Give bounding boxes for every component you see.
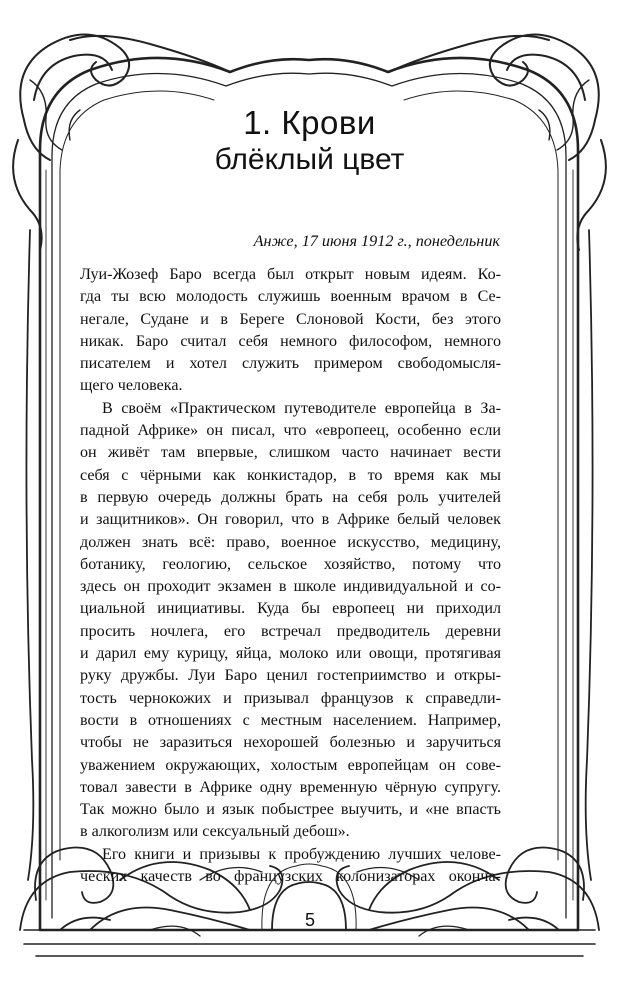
text-line: руку дружбы. Луи Баро ценил гостеприимство и откры- [80,667,501,685]
text-line: в первую очередь должны брать на себя роль учителей [80,488,501,506]
text-line: должен знать всё: право, военное искусство, медицину, [80,533,501,551]
text-line: вости в отношениях с местным населением. Например, [80,711,501,729]
text-line: товал завести в Африке одну временную чёрную супругу. [80,778,501,796]
text-line: просить ночлега, его встречал предводитель деревни [80,622,501,640]
chapter-title-line2: блёклый цвет [214,143,405,176]
body-text [80,264,501,888]
text-line: Луи-Жозеф Баро всегда был открыт новым идеям. Ко- [80,266,501,283]
page-number: 5 [304,910,315,930]
text-line: В своём «Практическом путеводителе европейца в За- [102,399,501,417]
dateline: Анже, 17 июня 1912 г., понедельник [253,232,500,250]
chapter-title-line1: 1. Крови [243,104,376,141]
text-line: циальной инициативы. Куда бы европеец ни приходил [80,600,501,618]
text-line: здесь он проходит экзамен в школе индивидуальной и со- [80,578,501,596]
text-line: гда ты всю молодость служишь военным врачом в Се- [80,288,501,306]
text-line: щего человека. [80,377,183,395]
text-line: уважением окружающих, холостым европейцам он сове- [80,756,501,774]
text-line: и дарил ему курицу, яйца, молоко или овощи, протягивая [80,645,501,663]
text-line: писателем и хотел служить примером свободомысля- [80,355,501,373]
text-line: и защитников». Он говорил, что в Африке белый человек [80,511,501,529]
text-line: в алкоголизм или сексуальный дебош». [80,823,350,841]
text-line: чтобы не заразиться нехорошей болезнью и заручиться [80,734,501,752]
text-line: никак. Баро считал себя немного философом, немного [80,332,501,350]
text-line: ботанику, геологию, сельское хозяйство, потому что [80,555,501,573]
text-line: Его книги и призывы к пробуждению лучших челове- [102,845,501,863]
text-line: Так можно было и язык побыстрее выучить, и «не впасть [80,801,501,819]
text-line: ческих качеств во французских колонизаторах оконча- [80,868,501,886]
text-line: себя с чёрными как конкистадор, в то время как мы [80,466,501,484]
frame-bottom [24,930,595,956]
text-line: он живёт там впервые, слишком часто начинает вести [80,444,501,462]
text-line: падной Африке» он писал, что «европеец, особенно если [80,422,501,440]
text-line: тость чернокожих и призывал французов к справедли- [80,689,501,707]
text-line: негале, Судане и в Береге Слоновой Кости, без этого [80,310,501,328]
